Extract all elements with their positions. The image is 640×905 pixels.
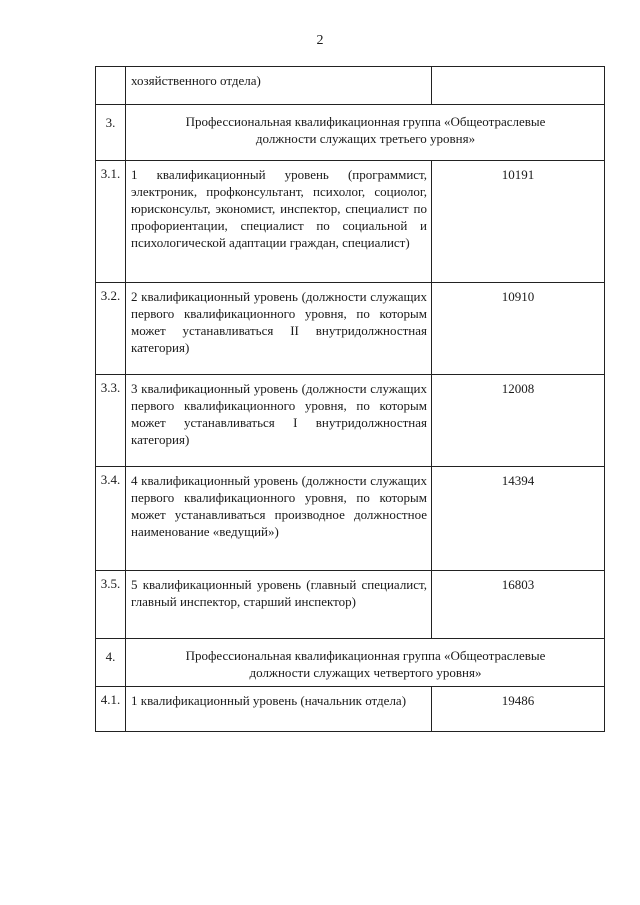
page-number: 2 bbox=[316, 33, 324, 48]
salary-value: 12008 bbox=[501, 381, 535, 396]
position-description: хозяйственного отдела) bbox=[127, 67, 432, 104]
group-title: Профессиональная квалификационная группа «Общеотраслевые должности служащих третьего уровня» bbox=[185, 114, 546, 146]
table-row bbox=[95, 466, 605, 570]
position-description: 2 квалификационный уровень (должности служащих первого квалификационного уровня, по которым может устанавливаться II внутридолжностная категория) bbox=[127, 283, 432, 374]
position-description: 1 квалификационный уровень (программист, электроник, профконсультант, психолог, социолог, юрисконсульт, экономист, инспектор, специалист по профориентации, специалист по социальной и психологической адаптации граждан, специалист) bbox=[127, 161, 432, 282]
salary-value bbox=[432, 67, 604, 73]
row-number: 3. bbox=[96, 105, 126, 160]
group-row bbox=[95, 638, 605, 686]
position-description: 3 квалификационный уровень (должности служащих первого квалификационного уровня, по которым может устанавливаться I внутридолжностная категория) bbox=[127, 375, 432, 466]
position-description: 5 квалификационный уровень (главный специалист, главный инспектор, старший инспектор) bbox=[127, 571, 432, 638]
group-row bbox=[95, 104, 605, 160]
salary-value: 14394 bbox=[501, 473, 535, 488]
position-description: 1 квалификационный уровень (начальник отдела) bbox=[127, 687, 432, 731]
row-number: 3.2. bbox=[96, 283, 126, 374]
table-row bbox=[95, 686, 605, 732]
row-number bbox=[96, 67, 126, 104]
row-number: 4.1. bbox=[96, 687, 126, 731]
table-row bbox=[95, 374, 605, 466]
row-number: 3.3. bbox=[96, 375, 126, 466]
row-number: 4. bbox=[96, 639, 126, 686]
table-row bbox=[95, 66, 605, 104]
table-row bbox=[95, 160, 605, 282]
salary-value: 10910 bbox=[501, 289, 535, 304]
row-number: 3.4. bbox=[96, 467, 126, 570]
salary-value: 19486 bbox=[501, 693, 535, 708]
row-number: 3.5. bbox=[96, 571, 126, 638]
salary-value: 16803 bbox=[501, 577, 535, 592]
table-row bbox=[95, 570, 605, 638]
table-row bbox=[95, 282, 605, 374]
salary-value: 10191 bbox=[501, 167, 535, 182]
position-description: 4 квалификационный уровень (должности служащих первого квалификационного уровня, по которым может устанавливаться производное должностное наименование «ведущий») bbox=[127, 467, 432, 570]
row-number: 3.1. bbox=[96, 161, 126, 282]
group-title: Профессиональная квалификационная группа «Общеотраслевые должности служащих четвертого уровня» bbox=[185, 648, 546, 680]
